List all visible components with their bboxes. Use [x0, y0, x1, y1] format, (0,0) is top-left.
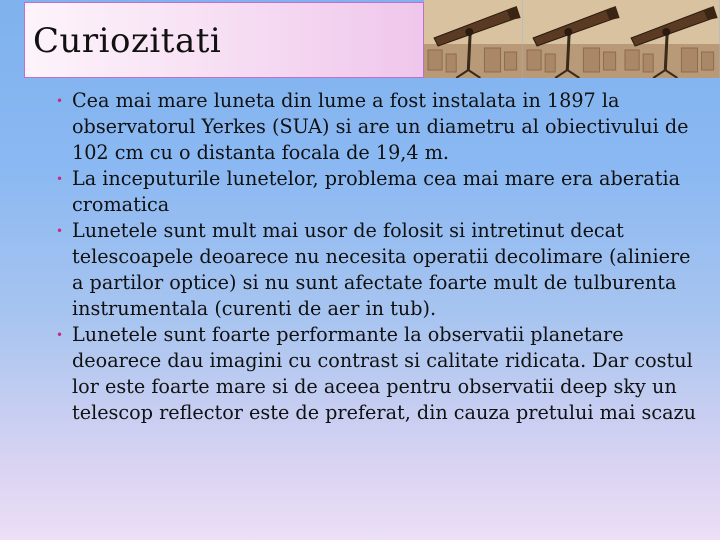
bullet-text: Cea mai mare luneta din lume a fost instalata in 1897 la observatorul Yerkes (SUA) si are un diametru al obiectivului de 102 cm cu o distanta focala de 19,4 m. [72, 89, 689, 164]
telescope-image-1 [424, 0, 523, 78]
bullet-item [56, 322, 706, 426]
bullet-icon: • [56, 94, 64, 108]
bullet-list [56, 88, 706, 426]
telescope-banner [424, 0, 720, 78]
bullet-icon: • [56, 328, 64, 342]
bullet-icon: • [56, 172, 64, 186]
bullet-text: Lunetele sunt foarte performante la observatii planetare deoarece dau imagini cu contrast si calitate ridicata. Dar costul lor este foarte mare si de aceea pentru observatii deep sky un telescop reflector este de preferat, din cauza pretului mai scazu [72, 323, 696, 424]
slide-title-box [24, 2, 424, 78]
bullet-item [56, 88, 706, 166]
telescope-image-2 [523, 0, 622, 78]
bullet-item [56, 218, 706, 322]
bullet-text: La inceputurile lunetelor, problema cea mai mare era aberatia cromatica [72, 167, 681, 216]
bullet-icon: • [56, 224, 64, 238]
telescope-image-3 [621, 0, 720, 78]
bullet-text: Lunetele sunt mult mai usor de folosit si intretinut decat telescoapele deoarece nu necesita operatii decolimare (aliniere a partilor optice) si nu sunt afectate foarte mult de tulburenta instrumentala (curenti de aer in tub). [72, 219, 691, 320]
slide-title: Curiozitati [33, 21, 222, 61]
bullet-item [56, 166, 706, 218]
